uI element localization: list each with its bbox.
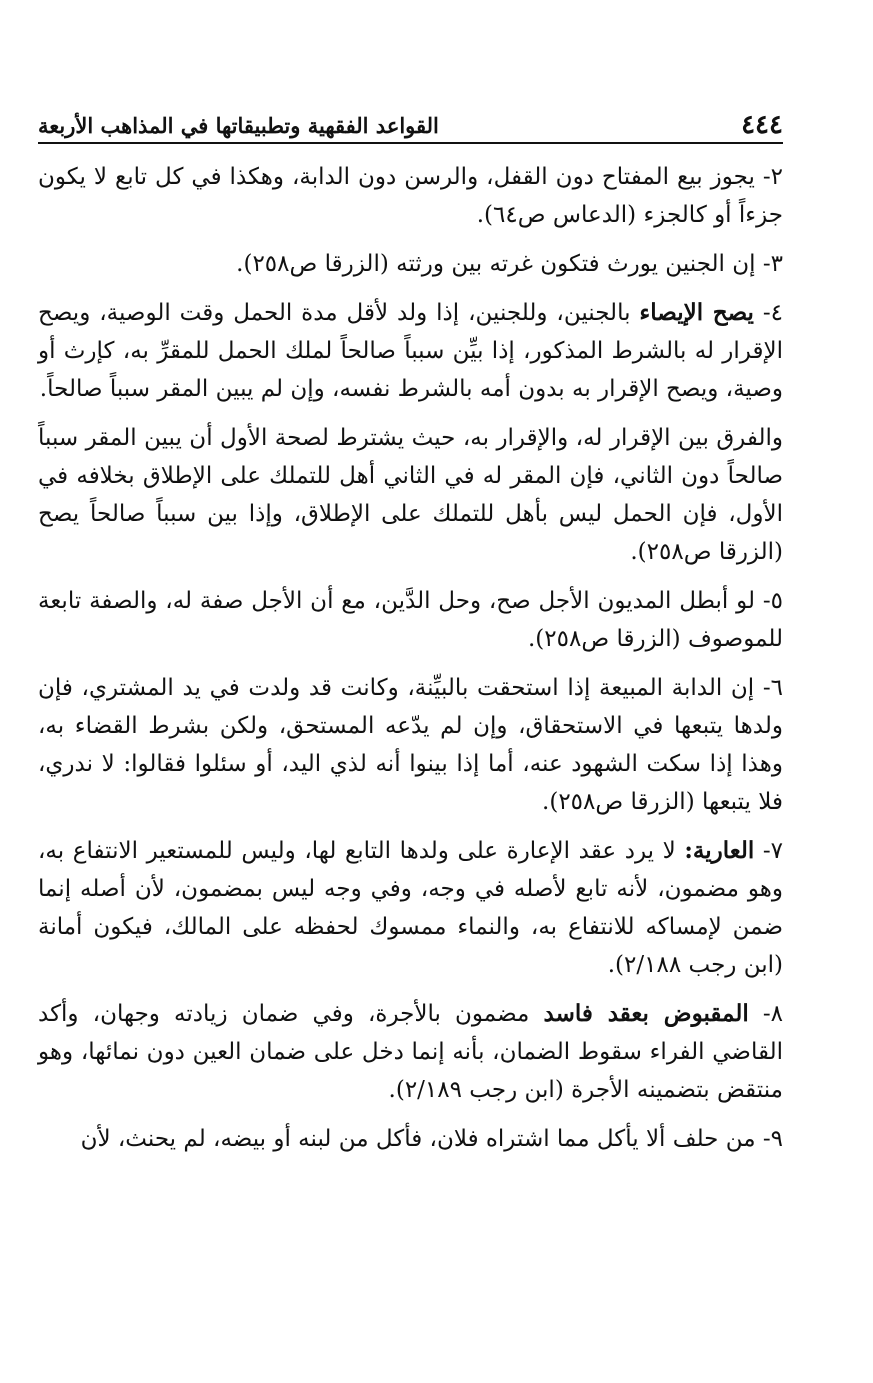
paragraph (38, 995, 783, 1109)
item-number: ٣- (762, 251, 783, 277)
item-number: ٨- (762, 1001, 784, 1027)
item-number: ٢- (762, 164, 783, 190)
bold-term: يصح الإيصاء (639, 299, 754, 326)
paragraph-text: والفرق بين الإقرار له، والإقرار به، حيث يشترط لصحة الأول أن يبين المقر سبباً صالحاً دون الثاني، فإن المقر له في الثاني أهل للتملك على الإطلاق بخلافه في الأول، فإن الحمل ليس بأهل للتملك على الإطلاق، وإذا بين سبباً صالحاً يصح (الزرقا ص٢٥٨). (38, 425, 783, 565)
paragraph (38, 1120, 783, 1158)
paragraph-text: مضمون بالأجرة، وفي ضمان زيادته وجهان، وأكد القاضي الفراء سقوط الضمان، بأنه إنما دخل على ضمان العين دون نمائها، وهو منتقض بتضمينه الأجرة (ابن رجب ٢/١٨٩). (38, 1001, 783, 1103)
paragraph-text: من حلف ألا يأكل مما اشتراه فلان، فأكل من لبنه أو بيضه، لم يحنث، لأن (80, 1126, 756, 1152)
page-number: ٤٤٤ (741, 110, 783, 140)
page-header (38, 108, 783, 144)
paragraph (38, 294, 783, 408)
paragraph (38, 669, 783, 821)
paragraph-text: لو أبطل المديون الأجل صح، وحل الدَّين، مع أن الأجل صفة له، والصفة تابعة للموصوف (الزرقا ص٢٥٨). (38, 588, 783, 652)
paragraph (38, 158, 783, 234)
paragraph-text: يجوز بيع المفتاح دون القفل، والرسن دون الدابة، وهكذا في كل تابع لا يكون جزءاً أو كالجزء (الدعاس ص٦٤). (38, 164, 783, 228)
bold-term: المقبوض بعقد فاسد (543, 1000, 749, 1027)
body-text (38, 158, 783, 1169)
paragraph (38, 582, 783, 658)
paragraph (38, 832, 783, 984)
item-number: ٤- (762, 300, 783, 326)
item-number: ٩- (762, 1126, 783, 1152)
paragraph (38, 245, 783, 283)
paragraph-text: إن الدابة المبيعة إذا استحقت بالبيِّنة، وكانت قد ولدت في يد المشتري، فإن ولدها يتبعها في الاستحقاق، وإن لم يدّعه المستحق، ولكن بشرط القضاء به، وهذا إذا سكت الشهود عنه، أما إذا بينوا أنه لذي اليد، أو سئلوا فقالوا: لا ندري، فلا يتبعها (الزرقا ص٢٥٨). (38, 675, 783, 815)
item-number: ٧- (762, 838, 784, 864)
item-number: ٥- (762, 588, 783, 614)
item-number: ٦- (762, 675, 783, 701)
paragraph (38, 419, 783, 571)
running-title: القواعد الفقهية وتطبيقاتها في المذاهب الأربعة (38, 112, 439, 138)
paragraph-text: إن الجنين يورث فتكون غرته بين ورثته (الزرقا ص٢٥٨). (236, 251, 756, 277)
paragraph-text: لا يرد عقد الإعارة على ولدها التابع لها، وليس للمستعير الانتفاع به، وهو مضمون، لأنه تابع لأصله في وجه، وفي وجه ليس بمضمون، لأن أصله إنما ضمن لإمساكه للانتفاع به، والنماء ممسوك لحفظه على المالك، فيكون أمانة (ابن رجب ٢/١٨٨). (38, 838, 783, 978)
paragraph-text: بالجنين، وللجنين، إذا ولد لأقل مدة الحمل وقت الوصية، ويصح الإقرار له بالشرط المذكور، إذا بيِّن سبباً صالحاً لملك الحمل للمقرِّ به، كإرث أو وصية، ويصح الإقرار به بدون أمه بالشرط نفسه، وإن لم يبين المقر سبباً صالحاً. (38, 300, 783, 402)
bold-term: العارية: (684, 837, 755, 864)
